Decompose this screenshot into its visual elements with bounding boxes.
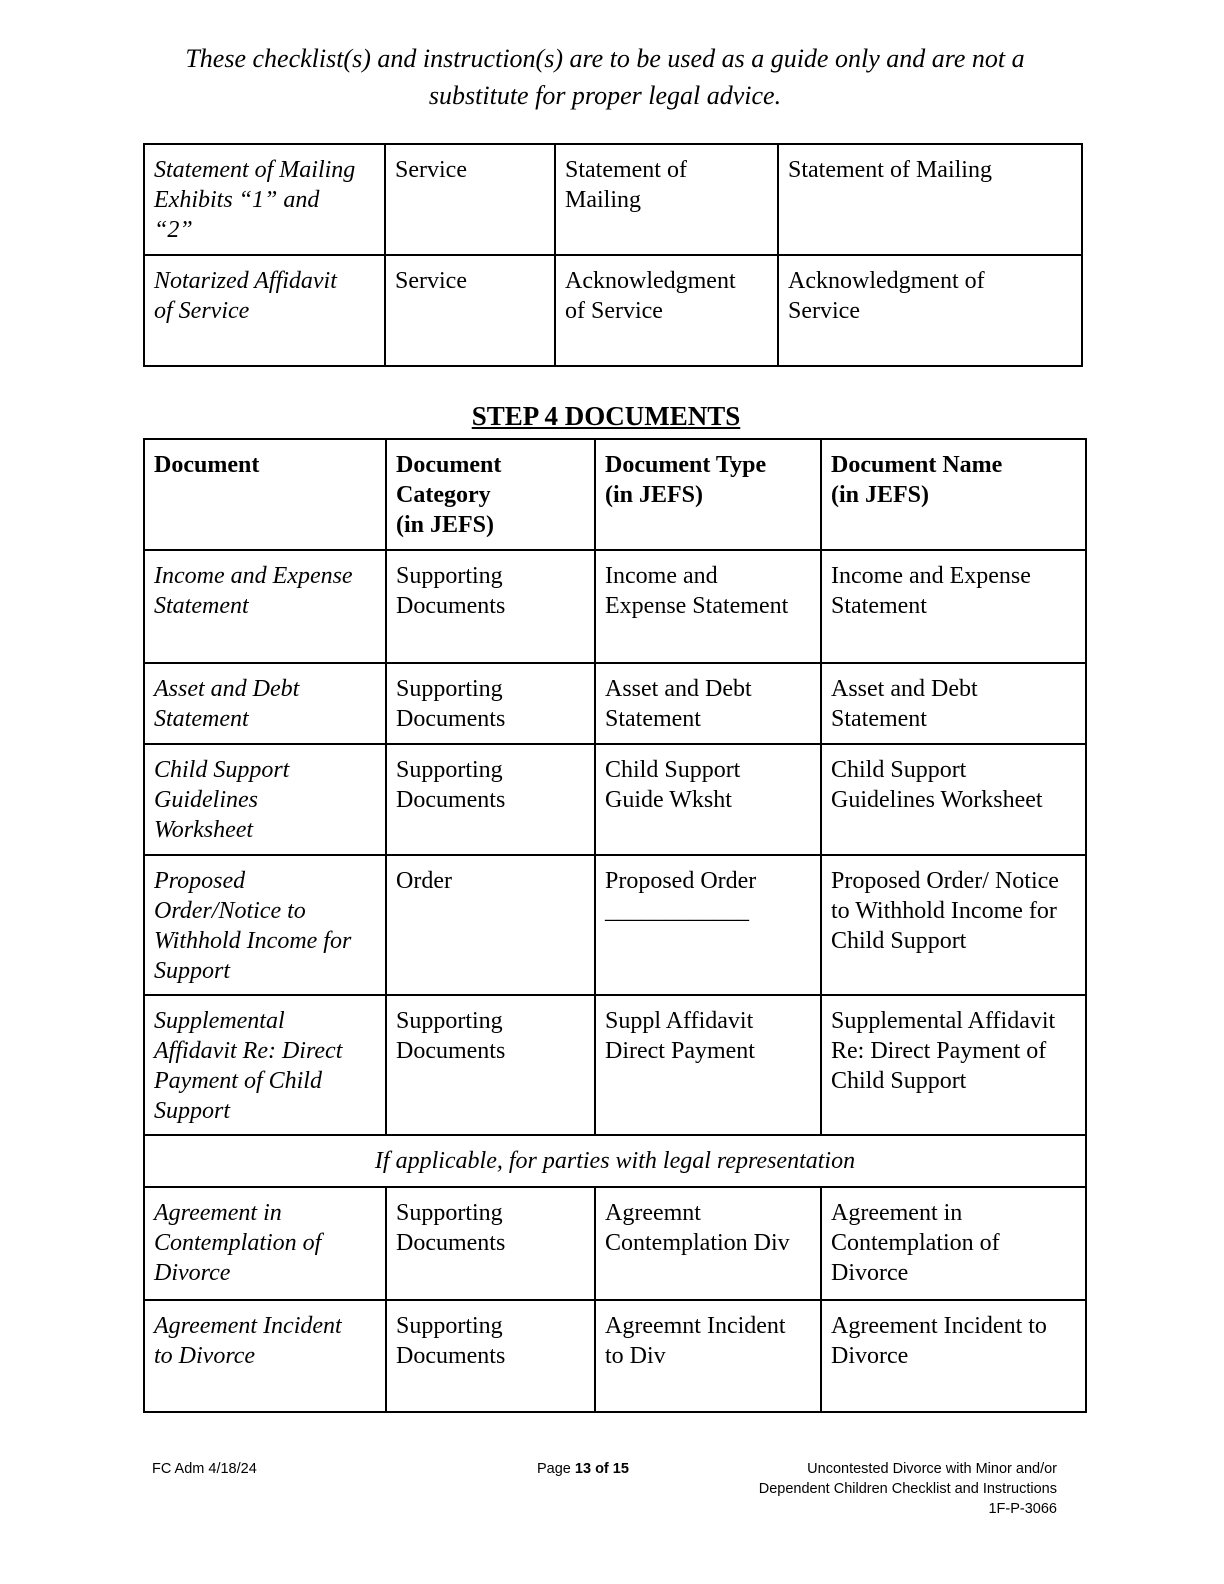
cell-line: Asset and Debt	[154, 676, 300, 702]
disclaimer-line-2: substitute for proper legal advice.	[428, 81, 782, 110]
cell-line: Suppl Affidavit	[605, 1008, 754, 1034]
cell-line: Acknowledgment of	[788, 268, 985, 294]
cell-name	[821, 855, 1086, 995]
cell-name	[821, 744, 1086, 855]
cell-category	[386, 744, 595, 855]
cell-line: Income and Expense	[154, 563, 353, 589]
cell-name	[821, 1187, 1086, 1300]
cell-line: Service	[395, 268, 467, 294]
table-step4-body	[144, 439, 1086, 1412]
cell-category	[386, 663, 595, 744]
cell-line: (in JEFS)	[396, 512, 495, 538]
cell-line: Documents	[396, 1038, 506, 1064]
cell-line: Statement	[154, 706, 249, 732]
cell-line: Order	[396, 868, 452, 894]
cell-line: to Div	[605, 1343, 666, 1369]
cell-line: Contemplation of	[831, 1230, 1000, 1256]
cell-line: Document Name	[831, 452, 1003, 478]
cell-document	[144, 255, 385, 366]
cell-line: Statement of	[565, 157, 687, 183]
cell-line: Child Support	[605, 757, 741, 783]
section-heading-step4: STEP 4 DOCUMENTS	[471, 401, 741, 431]
cell-name	[778, 255, 1082, 366]
cell-line: Agreement Incident	[154, 1313, 342, 1339]
footer-page-total: 15	[612, 1461, 629, 1477]
cell-line: Proposed	[154, 868, 246, 894]
cell-document	[144, 744, 386, 855]
cell-type	[595, 663, 821, 744]
cell-line: Worksheet	[154, 817, 254, 843]
cell-name	[821, 550, 1086, 663]
cell-line: Guidelines	[154, 787, 258, 813]
table-row	[144, 550, 1086, 663]
footer-page-of: of	[595, 1461, 609, 1477]
cell-type	[555, 255, 778, 366]
cell-line: Agreemnt Incident	[605, 1313, 786, 1339]
footer-page-current: 13	[574, 1461, 592, 1477]
document-table-step3	[143, 143, 1083, 367]
cell-line: Agreemnt	[605, 1200, 701, 1226]
cell-type	[595, 1300, 821, 1412]
cell-line: Supplemental Affidavit	[831, 1008, 1056, 1034]
cell-category	[386, 439, 595, 550]
cell-line: Income and Expense	[831, 563, 1031, 589]
document-table-step4	[143, 438, 1087, 1413]
cell-line: Income and	[605, 563, 718, 589]
table-row	[144, 744, 1086, 855]
cell-line: Documents	[396, 593, 506, 619]
cell-line: Asset and Debt	[831, 676, 978, 702]
cell-line: Divorce	[831, 1260, 909, 1286]
cell-document	[144, 439, 386, 550]
cell-line: Statement of Mailing	[788, 157, 992, 183]
cell-line: Documents	[396, 706, 506, 732]
cell-type	[595, 855, 821, 995]
cell-line: Proposed Order/ Notice	[831, 868, 1059, 894]
table-row	[144, 995, 1086, 1135]
cell-line: Divorce	[154, 1260, 231, 1286]
cell-line: Documents	[396, 1343, 506, 1369]
disclaimer	[130, 40, 1080, 114]
cell-line: Divorce	[831, 1343, 909, 1369]
cell-line: Statement	[831, 706, 927, 732]
cell-line: Child Support	[154, 757, 290, 783]
footer-form-date: FC Adm 4/18/24	[152, 1461, 257, 1477]
cell-line: Document Type	[605, 452, 767, 478]
cell-line: Category	[396, 482, 491, 508]
cell-category	[386, 1187, 595, 1300]
cell-category	[385, 144, 555, 255]
cell-type	[595, 550, 821, 663]
cell-line: Affidavit Re: Direct	[154, 1038, 343, 1064]
cell-category	[386, 550, 595, 663]
cell-line: Supporting	[396, 757, 503, 783]
table-row	[144, 255, 1082, 366]
cell-line: Guidelines Worksheet	[831, 787, 1043, 813]
cell-type	[595, 744, 821, 855]
cell-line: (in JEFS)	[831, 482, 930, 508]
footer-page-prefix: Page	[537, 1461, 571, 1477]
disclaimer-line-1: These checklist(s) and instruction(s) are to be used as a guide only and are not a	[185, 44, 1025, 73]
cell-line: Service	[395, 157, 467, 183]
cell-type	[595, 995, 821, 1135]
cell-name	[821, 995, 1086, 1135]
cell-line: Child Support	[831, 1068, 967, 1094]
cell-line: Supporting	[396, 1313, 503, 1339]
cell-line: of Service	[565, 298, 663, 324]
cell-line: Support	[154, 958, 231, 984]
footer-page-number	[537, 1459, 629, 1479]
cell-line: Document	[396, 452, 502, 478]
cell-line: Proposed Order	[605, 868, 757, 894]
cell-line: to Withhold Income for	[831, 898, 1057, 924]
footer-title-line-2: Dependent Children Checklist and Instructions	[758, 1481, 1057, 1497]
cell-document	[144, 550, 386, 663]
cell-line: Asset and Debt	[605, 676, 752, 702]
cell-line: Child Support	[831, 757, 967, 783]
cell-name	[821, 439, 1086, 550]
cell-line: Statement	[605, 706, 701, 732]
cell-category	[385, 255, 555, 366]
cell-document	[144, 663, 386, 744]
table-row	[144, 1187, 1086, 1300]
cell-line: Service	[788, 298, 860, 324]
cell-line: Documents	[396, 1230, 506, 1256]
cell-document	[144, 995, 386, 1135]
table-row	[144, 144, 1082, 255]
cell-line: to Divorce	[154, 1343, 256, 1369]
cell-category	[386, 855, 595, 995]
cell-name	[821, 1300, 1086, 1412]
cell-type	[595, 1187, 821, 1300]
table-row	[144, 663, 1086, 744]
cell-line: (in JEFS)	[605, 482, 704, 508]
cell-line: of Service	[154, 298, 250, 324]
cell-line: Documents	[396, 787, 506, 813]
cell-document	[144, 1187, 386, 1300]
footer-title-line-1: Uncontested Divorce with Minor and/or	[807, 1461, 1057, 1477]
cell-line: Agreement in	[154, 1200, 282, 1226]
cell-line: Support	[154, 1098, 231, 1124]
table-header-row	[144, 439, 1086, 550]
cell-line: Supporting	[396, 563, 503, 589]
cell-line: Agreement in	[831, 1200, 963, 1226]
cell-line: Exhibits “1” and	[154, 187, 320, 213]
cell-type	[555, 144, 778, 255]
cell-document	[144, 1300, 386, 1412]
footer-form-title	[700, 1459, 1057, 1519]
cell-line: Acknowledgment	[565, 268, 736, 294]
cell-line: Payment of Child	[154, 1068, 322, 1094]
table-row	[144, 855, 1086, 995]
table-note-row	[144, 1135, 1086, 1187]
cell-line: Supporting	[396, 1008, 503, 1034]
cell-document	[144, 144, 385, 255]
table-step3-body	[144, 144, 1082, 366]
cell-line: Statement of Mailing	[154, 157, 356, 183]
cell-line: Supporting	[396, 1200, 503, 1226]
table-row	[144, 1300, 1086, 1412]
cell-name	[821, 663, 1086, 744]
cell-line: Child Support	[831, 928, 967, 954]
footer-form-number: 1F-P-3066	[988, 1501, 1057, 1517]
legal-representation-note: If applicable, for parties with legal representation	[144, 1135, 1086, 1187]
cell-line: Re: Direct Payment of	[831, 1038, 1047, 1064]
cell-category	[386, 1300, 595, 1412]
cell-line: “2”	[154, 217, 193, 243]
cell-line: Direct Payment	[605, 1038, 755, 1064]
cell-category	[386, 995, 595, 1135]
cell-line: Supplemental	[154, 1008, 285, 1034]
cell-name	[778, 144, 1082, 255]
cell-line: Supporting	[396, 676, 503, 702]
cell-line: Contemplation of	[154, 1230, 322, 1256]
cell-line: Notarized Affidavit	[154, 268, 337, 294]
cell-type	[595, 439, 821, 550]
cell-line: Statement	[831, 593, 927, 619]
cell-line: ____________	[605, 898, 749, 924]
cell-line: Guide Wksht	[605, 787, 732, 813]
cell-document	[144, 855, 386, 995]
cell-line: Document	[154, 452, 260, 478]
cell-line: Order/Notice to	[154, 898, 306, 924]
cell-line: Statement	[154, 593, 249, 619]
cell-line: Expense Statement	[605, 593, 789, 619]
cell-line: Contemplation Div	[605, 1230, 790, 1256]
cell-line: Mailing	[565, 187, 641, 213]
cell-line: Agreement Incident to	[831, 1313, 1047, 1339]
cell-line: Withhold Income for	[154, 928, 352, 954]
